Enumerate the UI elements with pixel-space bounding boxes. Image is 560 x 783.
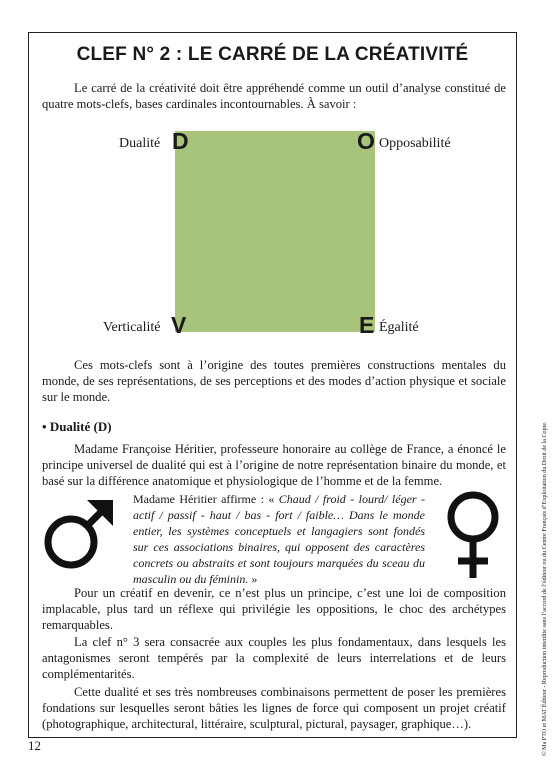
letter-o: O — [357, 128, 375, 154]
clef3-paragraph: La clef n° 3 sera consacrée aux couples les plus fondamentaux, dans lesquels les antagonismes seront tempérés par la complexité de leurs interrelations et de leurs complémentarités. — [42, 635, 506, 681]
creativity-square — [175, 128, 375, 332]
page-title: CLEF N° 2 : LE CARRÉ DE LA CRÉATIVITÉ — [76, 44, 469, 65]
intro-paragraph: Le carré de la créativité doit être appréhendé comme un outil d’analyse constitué de quatre mots-clefs, bases cardinales incontournables. À savoir : — [42, 81, 506, 111]
heritier-paragraph: Madame Françoise Héritier, professeure honoraire au collège de France, a énoncé le principe universel de dualité qui est à l’origine de notre représentation binaire du monde, et basé sur la différence anatomique et physiologique de l’homme et de la femme. — [42, 442, 506, 488]
origin-paragraph: Ces mots-clefs sont à l’origine des toutes premières constructions mentales du monde, de ses représentations, de ses perceptions et des modes d’action physique et sociale sur le monde. — [42, 358, 506, 404]
copyright-sidebar — [540, 370, 554, 760]
letter-d: D — [172, 128, 189, 154]
quote-text: Chaud / froid - lourd/ léger - actif / passif - haut / bas - fort / faible… Dans le monde entier, les systèmes conceptuels et langagiers sont fondés sur ces associations binaires, qui opposent des caractères concrets ou abstraits et sont toujours marquées du sceau du masculin ou du féminin. — [133, 492, 425, 586]
creatif-paragraph: Pour un créatif en devenir, ce n’est plus un principe, c’est une loi de composition implacable, plus tard un réflexe qui privilégie les oppositions, le choc des archétypes remarquables. — [42, 586, 506, 632]
dualite-paragraph: Cette dualité et ses très nombreuses combinaisons permettent de poser les premières fondations sur lesquelles seront bâties les lignes de force qui composent un projet créatif (photographique, architectural, littéraire, sculptural, pictural, paysager, graphique…). — [42, 685, 506, 731]
letter-e: E — [359, 312, 375, 338]
bullet-point: • — [42, 419, 47, 434]
female-symbol-icon — [441, 489, 505, 581]
page-number: 12 — [28, 738, 41, 753]
copyright-text: © Ma PTO et MAT Éditeur - Reproduction interdite sans l’accord de l’éditeur ou du Centre Français d’Exploitation du Droit de la Copie. — [542, 421, 548, 756]
male-symbol-icon — [40, 496, 116, 574]
quote-intro: Madame Héritier affirme : « — [133, 492, 279, 506]
label-egalite: Égalité — [379, 320, 419, 335]
quote-outro: » — [248, 572, 258, 586]
heritier-quote — [133, 491, 425, 587]
label-dualite: Dualité — [119, 136, 161, 151]
label-verticalite: Verticalité — [103, 320, 161, 335]
section-heading — [42, 419, 112, 435]
label-opposabilite: Opposabilité — [379, 136, 451, 151]
section-heading-text: Dualité (D) — [49, 419, 112, 434]
letter-v: V — [171, 312, 187, 338]
